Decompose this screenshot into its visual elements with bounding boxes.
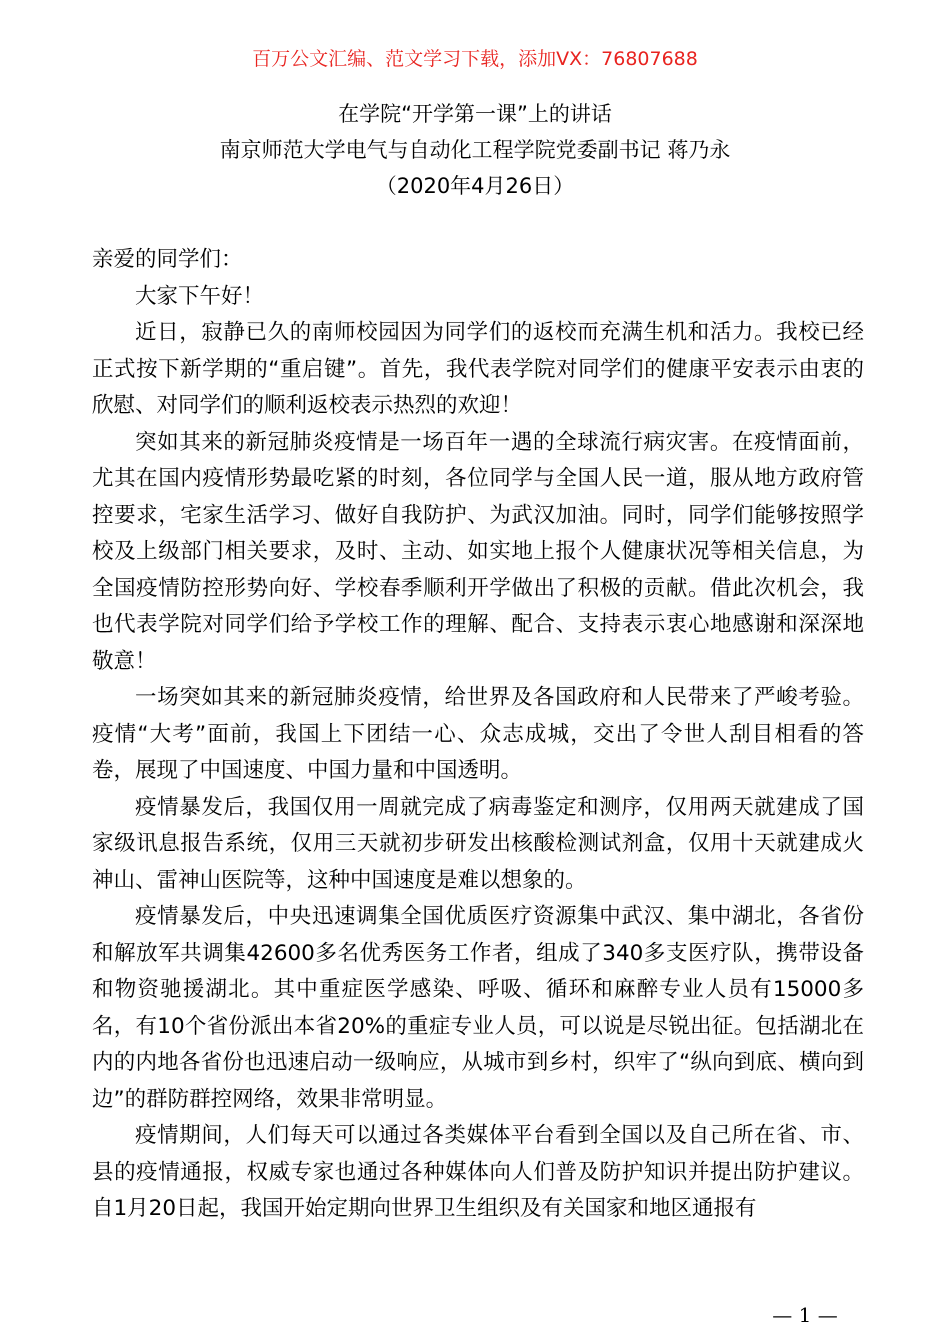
salutation: 亲爱的同学们： [92, 247, 243, 272]
speaker-line: 南京师范大学电气与自动化工程学院党委副书记 蒋乃永 [219, 138, 731, 162]
paragraph: 一场突如其来的新冠肺炎疫情，给世界及各国政府和人民带来了严峻考验。疫情“大考”面前，我国上下团结一心、众志成城，交出了令世人刮目相看的答卷，展现了中国速度、中国力量和中国透明。 [92, 685, 864, 783]
paragraph: 疫情期间，人们每天可以通过各类媒体平台看到全国以及自己所在省、市、县的疫情通报，权威专家也通过各种媒体向人们普及防护知识并提出防护建议。自1月20日起，我国开始定期向世界卫生组织及有关国家和地区通报有 [92, 1123, 864, 1221]
speech-body [92, 242, 864, 1228]
speech-header [0, 96, 950, 204]
paragraph: 疫情暴发后，中央迅速调集全国优质医疗资源集中武汉、集中湖北，各省份和解放军共调集42600多名优秀医务工作者，组成了340多支医疗队，携带设备和物资驰援湖北。其中重症医学感染、呼吸、循环和麻醉专业人员有15000多名，有10个省份派出本省20%的重症专业人员，可以说是尽锐出征。包括湖北在内的内地各省份也迅速启动一级响应，从城市到乡村，织牢了“纵向到底、横向到边”的群防群控网络，效果非常明显。 [92, 904, 864, 1112]
paragraph-greeting: 大家下午好！ [135, 283, 265, 309]
download-banner: 百万公文汇编、范文学习下载，添加VX：76807688 [252, 48, 698, 70]
paragraph: 近日，寂静已久的南师校园因为同学们的返校而充满生机和活力。我校已经正式按下新学期的“重启键”。首先，我代表学院对同学们的健康平安表示由衷的欣慰、对同学们的顺利返校表示热烈的欢迎！ [92, 320, 864, 418]
paragraph: 疫情暴发后，我国仅用一周就完成了病毒鉴定和测序，仅用两天就建成了国家级讯息报告系统，仅用三天就初步研发出核酸检测试剂盒，仅用十天就建成火神山、雷神山医院等，这种中国速度是难以想象的。 [92, 794, 864, 893]
speech-date: （2020年4月26日） [375, 174, 575, 198]
paragraph: 突如其来的新冠肺炎疫情是一场百年一遇的全球流行病灾害。在疫情面前，尤其在国内疫情形势最吃紧的时刻，各位同学与全国人民一道，服从地方政府管控要求，宅家生活学习、做好自我防护、为武汉加油。同时，同学们能够按照学校及上级部门相关要求，及时、主动、如实地上报个人健康状况等相关信息，为全国疫情防控形势向好、学校春季顺利开学做出了积极的贡献。借此次机会，我也代表学院对同学们给予学校工作的理解、配合、支持表示衷心地感谢和深深地敬意！ [92, 429, 864, 674]
speech-title: 在学院“开学第一课”上的讲话 [338, 102, 612, 126]
page-number: — 1 — [772, 1303, 838, 1327]
